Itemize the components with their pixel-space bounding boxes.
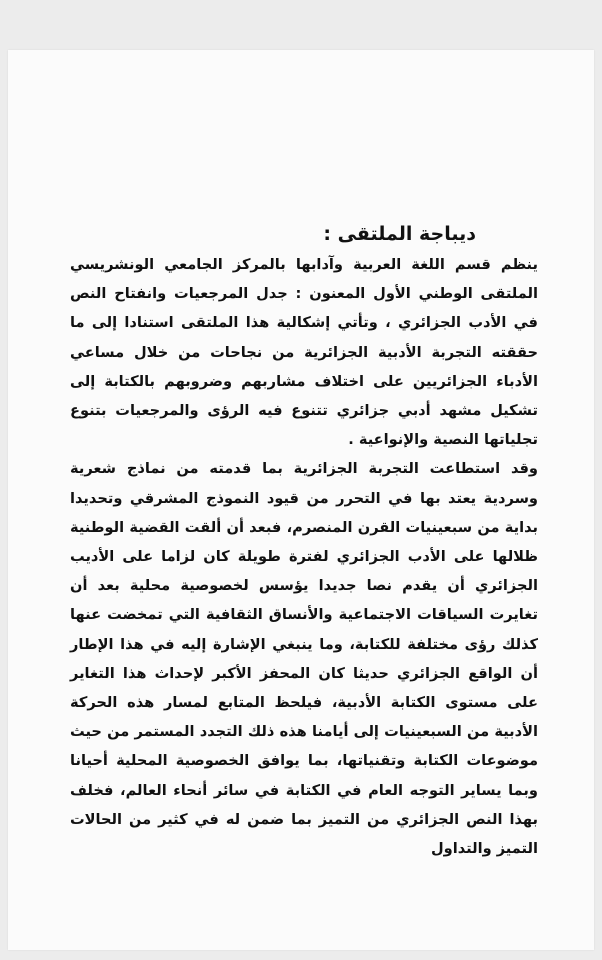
- document-page: [8, 50, 594, 950]
- document-title: ديباجة الملتقى :: [323, 223, 476, 245]
- paragraph-body: وقد استطاعت التجربة الجزائرية بما قدمته من نماذج شعرية وسردية يعتد بها في التحرر من قيود النموذج المشرقي وتحديدا بداية من سبعينيات القرن المنصرم، فبعد أن ألقت القضية الوطنية ظلالها على الأدب الجزائري لفترة طويلة كان لزاما على الأديب الجزائري أن يقدم نصا جديدا يؤسس لخصوصية محلية بعد أن تغايرت السياقات الاجتماعية والأنساق الثقافية التي تمخضت عنها كذلك رؤى مختلفة للكتابة، وما ينبغي الإشارة إليه في هذا الإطار أن الواقع الجزائري حديثا كان المحفز الأكبر لإحداث هذا التغاير على مستوى الكتابة الأدبية، فيلحظ المتابع لمسار هذه الحركة الأدبية من السبعينيات إلى أيامنا هذه ذلك التجدد المستمر من حيث موضوعات الكتابة وتقنياتها، بما يوافق الخصوصية المحلية أحيانا وبما يساير التوجه العام في الكتابة في سائر أنحاء العالم، فخلف بهذا النص الجزائري من التميز بما ضمن له في كثير من الحالات التميز والتداول: [70, 460, 538, 858]
- paragraph-intro: ينظم قسم اللغة العربية وآدابها بالمركز الجامعي الونشريسي الملتقى الوطني الأول المعنون : جدل المرجعيات وانفتاح النص في الأدب الجزائري ، وتأتي إشكالية هذا الملتقى استنادا إلى ما حققته التجربة الأدبية الجزائرية من نجاحات من خلال مساعي الأدباء الجزائريين على اختلاف مشاربهم وضروبهم بالكتابة إلى تشكيل مشهد أدبي جزائري تتنوع فيه الرؤى والمرجعيات بتنوع تجلياتها النصية والإنواعية .: [70, 256, 538, 449]
- document-body: [70, 218, 538, 863]
